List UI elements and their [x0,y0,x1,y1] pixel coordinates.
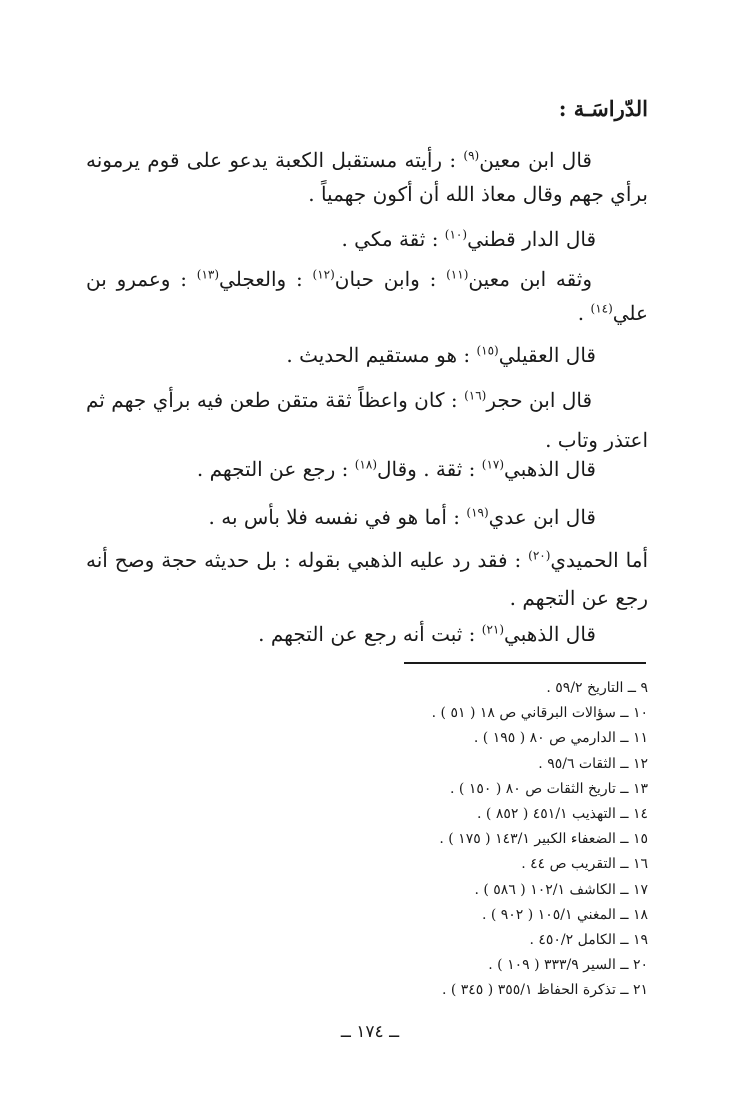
footnote-ref: (١٦) [464,388,487,403]
paragraph [86,262,648,330]
footnote: ٩ ــ التاريخ ٥٩/٢ . [546,680,648,696]
paragraph-text: أما الحميدي [550,548,649,572]
paragraph-text: : أما هو في نفسه فلا بأس به . [208,505,467,529]
footnote-divider [404,662,646,664]
paragraph-text: : ثقة . وقال [377,457,482,481]
section-heading: الدّراسَـة : [558,96,648,121]
paragraph [258,617,596,651]
footnote: ١٣ ــ تاريخ الثقات ص ٨٠ ( ١٥٠ ) . [450,780,648,797]
paragraph-text: قال ابن معين [479,148,592,172]
footnote-ref: (١٣) [196,267,220,282]
paragraph-text: : وعمرو بن علي [86,267,648,325]
paragraph-text: وثقه ابن معين [468,267,592,291]
paragraph-text: قال ابن عدي [488,505,596,529]
footnote-ref: (١٧) [481,457,505,472]
footnote-ref: (١٤) [590,301,613,316]
footnote: ١٦ ــ التقريب ص ٤٤ . [521,856,648,873]
footnote: ١٧ ــ الكاشف ١٠٢/١ ( ٥٨٦ ) . [474,881,648,898]
paragraph-text: . [577,301,591,325]
paragraph-text: : رأيته مستقبل الكعبة يدعو على قوم يرمونه برأي جهم وقال معاذ الله أن أكون جهمياً . [86,148,648,206]
footnote-list [328,676,648,1004]
footnote: ١٩ ــ الكامل ٤٥٠/٢ . [529,932,648,949]
footnote: ٢٠ ــ السير ٣٣٣/٩ ( ١٠٩ ) . [488,957,648,974]
footnote: ١١ ــ الدارمي ص ٨٠ ( ١٩٥ ) . [473,730,648,747]
paragraph [197,452,596,486]
footnote-ref: (٢٠) [528,548,551,563]
footnote: ١٥ ــ الضعفاء الكبير ١٤٣/١ ( ١٧٥ ) . [439,831,648,848]
footnote: ١٢ ــ الثقات ٩٥/٦ . [538,755,648,772]
paragraph-text: : رجع عن التجهم . [196,457,355,481]
page-number: ــ ١٧٤ ــ [340,1022,400,1042]
paragraph-text: : كان واعظاً ثقة متقن طعن فيه برأي جهم ثم اعتذر وتاب . [86,388,648,452]
paragraph-text: قال ابن حجر [486,388,593,412]
paragraph-text: قال الدار قطني [467,227,596,251]
footnote: ١٤ ــ التهذيب ٤٥١/١ ( ٨٥٢ ) . [477,806,648,823]
paragraph-text: قال الذهبي [504,457,596,481]
paragraph-text: : وابن حبان [334,267,447,291]
paragraph-text: قال العقيلي [498,343,596,367]
footnote: ٢١ ــ تذكرة الحفاظ ٣٥٥/١ ( ٣٤٥ ) . [441,982,648,999]
footnote-ref: (١٢) [312,267,335,282]
paragraph [86,143,648,211]
paragraph-text: : ثقة مكي . [341,227,445,251]
footnote-ref: (١٥) [476,343,499,358]
footnote: ١٠ ــ سؤالات البرقاني ص ١٨ ( ٥١ ) . [431,705,648,722]
footnote-ref: (٢١) [481,622,505,637]
footnote-ref: (١٩) [466,505,489,520]
paragraph-text: : فقد رد عليه الذهبي بقوله : بل حديثه حجة وصح أنه رجع عن التجهم . [86,548,648,610]
paragraph [209,500,597,534]
paragraph [286,338,596,372]
footnote-ref: (١١) [446,267,469,282]
paragraph-text: قال الذهبي [504,622,596,646]
paragraph [86,541,648,617]
footnote-ref: (٩) [463,148,480,163]
paragraph-text: : هو مستقيم الحديث . [286,343,477,367]
footnote: ١٨ ــ المغني ١٠٥/١ ( ٩٠٢ ) . [481,906,648,923]
footnote-ref: (١٠) [444,227,468,242]
paragraph-text: : ثبت أنه رجع عن التجهم . [258,622,482,646]
footnote-ref: (١٨) [354,457,377,472]
paragraph-text: : والعجلي [219,267,313,291]
paragraph [86,380,648,460]
paragraph [341,222,596,256]
